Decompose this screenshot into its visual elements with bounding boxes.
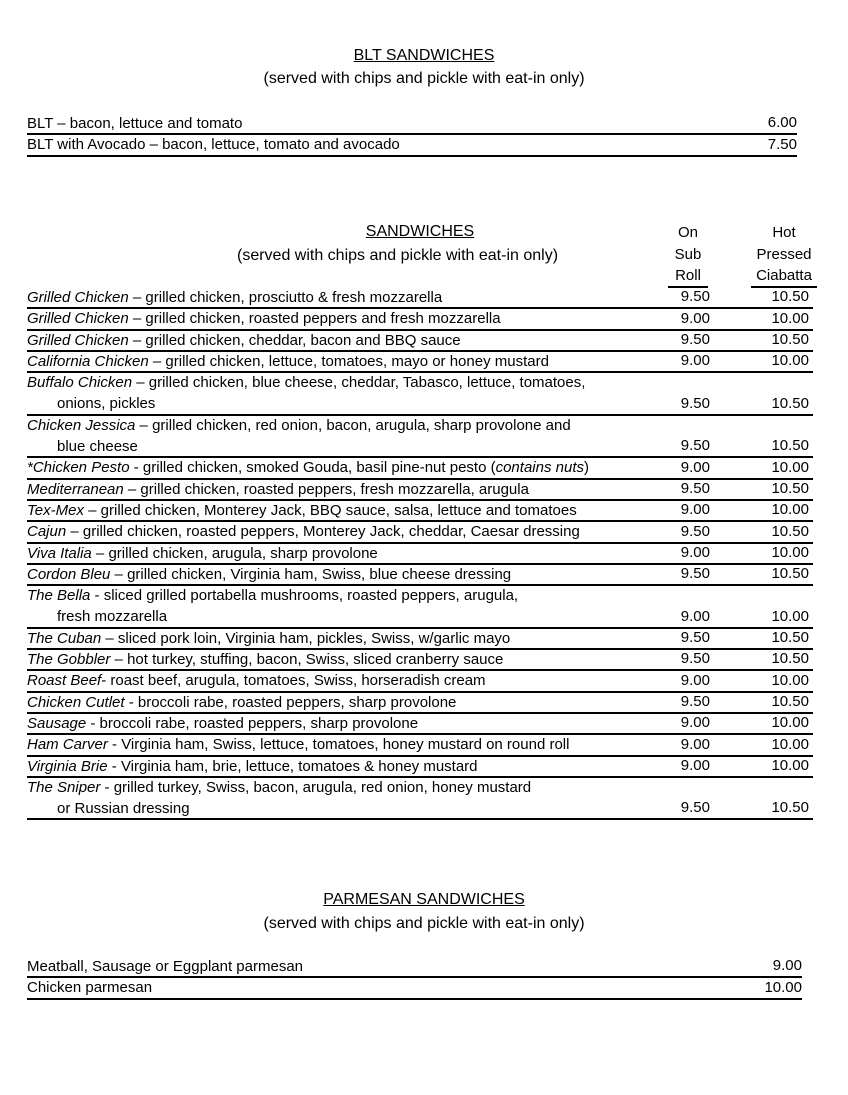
item-description: - grilled turkey, Swiss, bacon, arugula, red onion, honey mustard: [100, 778, 532, 796]
item-name: Virginia Brie: [27, 757, 108, 775]
item-description: – grilled chicken, lettuce, tomatoes, mayo or honey mustard: [148, 352, 549, 370]
item-name: The Cuban: [27, 629, 102, 647]
sandwich-row: [27, 714, 813, 735]
price-sub-roll: 9.50: [680, 629, 710, 647]
price-ciabatta: 10.50: [771, 650, 809, 668]
price-ciabatta: 10.50: [771, 522, 809, 540]
price-sub-roll: 9.50: [680, 394, 710, 412]
sandwich-row: [27, 565, 813, 586]
price-ciabatta: 10.00: [771, 309, 809, 327]
item-name: Mediterranean: [27, 480, 124, 498]
sandwich-row: [27, 629, 813, 650]
price-ciabatta: 10.50: [771, 565, 809, 583]
item-description: - roast beef, arugula, tomatoes, Swiss, horseradish cream: [101, 672, 486, 690]
item-line: [27, 502, 577, 519]
item-line: [27, 417, 571, 434]
sandwich-row: [27, 458, 813, 479]
price-sub-roll: 9.50: [680, 522, 710, 540]
price-sub-roll: 9.50: [680, 479, 710, 497]
item-name: Grilled Chicken: [27, 289, 129, 306]
price-sub-roll: 9.00: [680, 352, 710, 370]
item-note: contains nuts: [495, 459, 584, 477]
item-line: [27, 545, 378, 562]
menu-item-row: [27, 114, 797, 135]
item-description: – grilled chicken, prosciutto & fresh mozzarella: [128, 289, 443, 306]
item-name: Cordon Bleu: [27, 565, 111, 583]
blt-section-subtitle: (served with chips and pickle with eat-in only): [263, 70, 585, 87]
item-name: Roast Beef: [27, 672, 102, 690]
item-line: [27, 736, 569, 753]
item-price: 6.00: [767, 114, 797, 132]
price-sub-roll: 9.50: [680, 330, 710, 348]
item-line: [27, 715, 418, 732]
item-line: [27, 289, 442, 306]
header-line: Ciabatta: [751, 266, 817, 288]
price-sub-roll: 9.50: [680, 565, 710, 583]
item-description: - sliced grilled portabella mushrooms, roasted peppers, arugula,: [90, 587, 519, 605]
sandwich-row: [27, 650, 813, 671]
price-ciabatta: 10.50: [771, 330, 809, 348]
item-description-continued: blue cheese: [57, 437, 138, 455]
sandwich-row: [27, 522, 813, 543]
item-description: – hot turkey, stuffing, bacon, Swiss, sliced cranberry sauce: [110, 651, 504, 669]
sandwich-row: [27, 586, 813, 629]
sandwich-row: [27, 331, 813, 352]
item-description-end: ): [583, 459, 589, 477]
price-sub-roll: 9.00: [680, 735, 710, 753]
sandwich-row: [27, 288, 813, 309]
price-sub-roll: 9.50: [680, 799, 710, 817]
sandwich-row: [27, 735, 813, 756]
sandwich-row: [27, 778, 813, 821]
item-name: Tex-Mex: [27, 501, 84, 519]
sandwich-row: [27, 501, 813, 522]
item-name: California Chicken: [27, 352, 149, 370]
item-description: - Virginia ham, brie, lettuce, tomatoes & honey mustard: [107, 757, 478, 775]
blt-title-text: BLT SANDWICHES: [353, 47, 495, 64]
price-sub-roll: 9.00: [680, 501, 710, 519]
item-name: Meatball, Sausage or Eggplant parmesan: [27, 958, 304, 975]
item-price: 9.00: [772, 957, 802, 975]
item-line: [27, 523, 580, 540]
price-ciabatta: 10.50: [771, 288, 809, 306]
price-sub-roll: 9.50: [680, 437, 710, 455]
item-line: [27, 481, 529, 498]
menu-item-row: [27, 978, 802, 999]
item-line: [27, 310, 501, 327]
price-sub-roll: 9.00: [680, 543, 710, 561]
item-name: BLT – bacon, lettuce and tomato: [27, 115, 243, 132]
item-price: 7.50: [767, 135, 797, 153]
item-name: BLT with Avocado – bacon, lettuce, tomato and avocado: [27, 136, 400, 154]
parmesan-section-subtitle: (served with chips and pickle with eat-in only): [263, 915, 585, 932]
blt-section-title: [0, 47, 848, 65]
item-description: – grilled chicken, roasted peppers, Monterey Jack, cheddar, Caesar dressing: [66, 523, 580, 541]
item-name: Chicken Cutlet: [27, 693, 125, 711]
item-name: Viva Italia: [27, 544, 92, 562]
item-description: – grilled chicken, roasted peppers and fresh mozzarella: [128, 310, 501, 328]
item-description: - grilled chicken, smoked Gouda, basil pine-nut pesto (: [129, 459, 496, 477]
sandwich-row: [27, 416, 813, 459]
price-ciabatta: 10.00: [771, 756, 809, 774]
item-name: Grilled Chicken: [27, 310, 129, 328]
item-line: [27, 587, 518, 604]
menu-item-row: [27, 135, 797, 156]
item-description-continued: fresh mozzarella: [57, 608, 168, 626]
header-line: Sub: [674, 246, 702, 263]
price-ciabatta: 10.00: [771, 671, 809, 689]
item-description: – grilled chicken, red onion, bacon, arugula, sharp provolone and: [135, 416, 571, 434]
item-line: [27, 459, 589, 476]
header-line: Roll: [668, 266, 708, 288]
item-line: [27, 353, 549, 370]
header-line: Pressed: [756, 246, 812, 263]
item-name: *Chicken Pesto: [27, 459, 130, 477]
sandwich-row: [27, 309, 813, 330]
item-name: The Bella: [27, 587, 91, 605]
item-line: [27, 630, 510, 647]
sandwiches-title-text: SANDWICHES: [365, 223, 475, 240]
item-description: – grilled chicken, cheddar, bacon and BBQ sauce: [128, 331, 461, 349]
price-ciabatta: 10.50: [771, 629, 809, 647]
price-ciabatta: 10.00: [771, 501, 809, 519]
item-line: [27, 758, 478, 775]
price-ciabatta: 10.50: [771, 437, 809, 455]
item-description: – grilled chicken, Virginia ham, Swiss, blue cheese dressing: [110, 565, 512, 583]
item-line: [27, 374, 585, 391]
price-sub-roll: 9.50: [680, 692, 710, 710]
item-line: [27, 672, 486, 689]
item-description: – grilled chicken, Monterey Jack, BBQ sauce, salsa, lettuce and tomatoes: [83, 501, 577, 519]
sandwich-row: [27, 373, 813, 416]
price-ciabatta: 10.00: [771, 607, 809, 625]
sandwiches-section-subtitle: (served with chips and pickle with eat-in only): [236, 247, 559, 264]
item-description-continued: onions, pickles: [57, 395, 156, 413]
parmesan-section-title: [0, 891, 848, 909]
item-name: Chicken parmesan: [27, 979, 153, 997]
item-name: The Sniper: [27, 778, 101, 796]
sandwiches-section-title: [0, 223, 840, 241]
price-ciabatta: 10.50: [771, 479, 809, 497]
item-name: Sausage: [27, 714, 87, 732]
price-ciabatta: 10.00: [771, 714, 809, 732]
item-description: - broccoli rabe, roasted peppers, sharp provolone: [124, 693, 457, 711]
column-header-hot-pressed-ciabatta: [751, 222, 817, 288]
item-description: – grilled chicken, blue cheese, cheddar, Tabasco, lettuce, tomatoes,: [132, 374, 586, 392]
sandwich-row: [27, 757, 813, 778]
item-name: Grilled Chicken: [27, 331, 129, 349]
item-description: – sliced pork loin, Virginia ham, pickles, Swiss, w/garlic mayo: [101, 629, 511, 647]
item-name: Ham Carver: [27, 736, 108, 754]
item-description: - Virginia ham, Swiss, lettuce, tomatoes, honey mustard on round roll: [107, 736, 570, 754]
item-line: [27, 779, 531, 796]
price-sub-roll: 9.00: [680, 671, 710, 689]
item-price: 10.00: [764, 978, 802, 996]
sandwich-row: [27, 352, 813, 373]
item-line: [27, 566, 511, 583]
menu-item-row: [27, 957, 802, 978]
item-line: [27, 651, 503, 668]
sandwich-row: [27, 544, 813, 565]
item-name: Chicken Jessica: [27, 416, 136, 434]
parmesan-item-list: [27, 957, 802, 1000]
price-sub-roll: 9.00: [680, 756, 710, 774]
item-description: - broccoli rabe, roasted peppers, sharp provolone: [86, 714, 419, 732]
item-name: Buffalo Chicken: [27, 374, 133, 392]
sandwich-item-list: [27, 288, 813, 820]
column-header-sub-roll: [668, 222, 708, 288]
price-sub-roll: 9.50: [680, 650, 710, 668]
item-description: – grilled chicken, arugula, sharp provolone: [91, 544, 378, 562]
sandwich-row: [27, 480, 813, 501]
price-ciabatta: 10.50: [771, 799, 809, 817]
price-ciabatta: 10.00: [771, 352, 809, 370]
item-name: Cajun: [27, 523, 67, 541]
blt-item-list: [27, 114, 797, 157]
price-sub-roll: 9.00: [680, 607, 710, 625]
price-sub-roll: 9.50: [680, 288, 710, 306]
price-ciabatta: 10.50: [771, 692, 809, 710]
price-sub-roll: 9.00: [680, 309, 710, 327]
item-line: [27, 332, 461, 349]
price-sub-roll: 9.00: [680, 714, 710, 732]
header-line: On: [677, 224, 698, 241]
sandwich-row: [27, 671, 813, 692]
price-sub-roll: 9.00: [680, 458, 710, 476]
price-ciabatta: 10.50: [771, 394, 809, 412]
price-ciabatta: 10.00: [771, 543, 809, 561]
item-name: The Gobbler: [27, 651, 111, 669]
item-description-continued: or Russian dressing: [57, 799, 190, 817]
price-ciabatta: 10.00: [771, 458, 809, 476]
sandwich-row: [27, 693, 813, 714]
header-line: Hot: [772, 224, 796, 241]
item-line: [27, 694, 456, 711]
item-description: – grilled chicken, roasted peppers, fresh mozzarella, arugula: [123, 480, 529, 498]
price-ciabatta: 10.00: [771, 735, 809, 753]
parmesan-title-text: PARMESAN SANDWICHES: [323, 891, 525, 908]
